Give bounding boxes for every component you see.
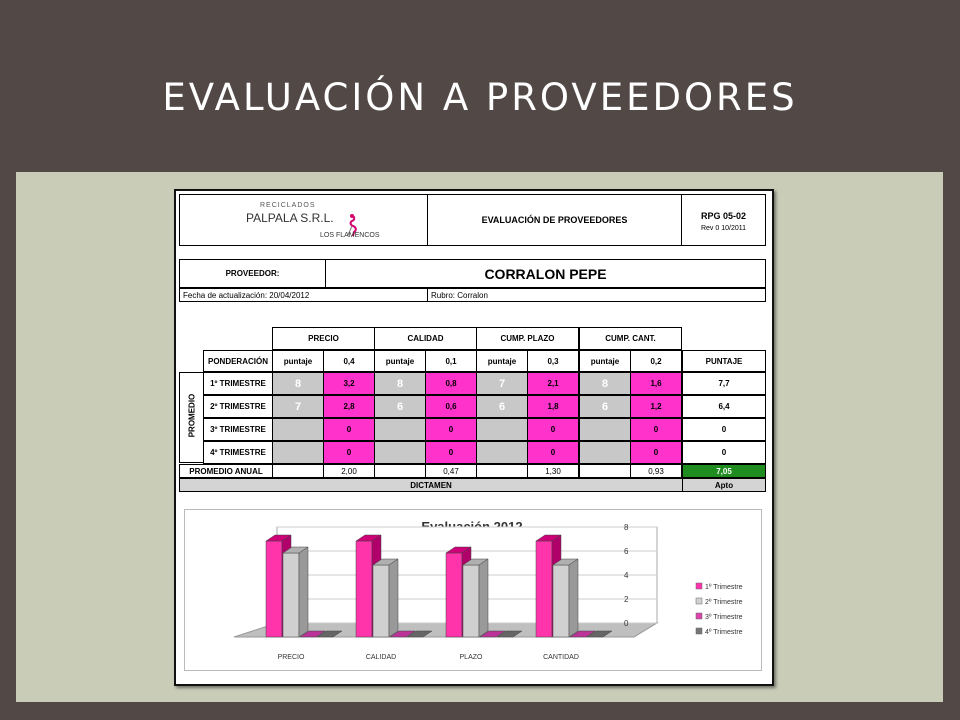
bar-front xyxy=(356,541,372,637)
bar-front xyxy=(536,541,552,637)
row-total: 6,4 xyxy=(682,395,766,418)
trimester-label: 3º TRIMESTRE xyxy=(203,418,273,441)
company-top-label: RECICLADOS xyxy=(260,202,316,209)
legend-label: 3º Trimestre xyxy=(705,614,743,621)
score-cell: 6 xyxy=(476,395,528,418)
bar-front xyxy=(283,553,299,637)
score-cell xyxy=(272,418,324,441)
annual-empty xyxy=(374,464,426,478)
ponderacion-label: PONDERACIÓN xyxy=(203,350,273,372)
weighted-cell: 0 xyxy=(323,441,375,464)
company-sub: LOS FLAMENCOS xyxy=(320,232,380,239)
weighted-cell: 0,8 xyxy=(425,372,477,395)
weighted-cell: 0 xyxy=(425,441,477,464)
weighted-cell: 2,8 xyxy=(323,395,375,418)
weighted-cell: 1,6 xyxy=(630,372,682,395)
bar-front xyxy=(266,541,282,637)
score-cell xyxy=(476,418,528,441)
weighted-cell: 0,6 xyxy=(425,395,477,418)
score-cell xyxy=(374,441,426,464)
chart-category-label: PLAZO xyxy=(459,654,483,661)
score-cell xyxy=(272,441,324,464)
weighted-cell: 0 xyxy=(630,418,682,441)
group-header: PRECIO xyxy=(272,327,375,350)
weighted-cell: 0 xyxy=(630,441,682,464)
weighted-cell: 1,8 xyxy=(527,395,579,418)
legend-label: 2º Trimestre xyxy=(705,599,743,606)
legend-label: 1º Trimestre xyxy=(705,584,743,591)
group-header: CUMP. CANT. xyxy=(579,327,682,350)
score-cell xyxy=(579,418,631,441)
dictamen-label: DICTAMEN xyxy=(179,478,683,492)
dictamen-value: Apto xyxy=(682,478,766,492)
evaluation-chart xyxy=(184,509,762,671)
chart-ytick-label: 2 xyxy=(624,595,629,604)
annual-value: 2,00 xyxy=(323,464,375,478)
legend-swatch xyxy=(696,583,702,589)
doc-code-cell xyxy=(681,194,766,246)
legend-swatch xyxy=(696,598,702,604)
slide-title: EVALUACIÓN A PROVEEDORES xyxy=(162,76,798,119)
row-total: 0 xyxy=(682,441,766,464)
update-date: Fecha de actualización: 20/04/2012 xyxy=(179,288,428,302)
weighted-cell: 0 xyxy=(527,418,579,441)
chart-category-label: CANTIDAD xyxy=(543,654,579,661)
chart-ytick-label: 6 xyxy=(624,547,629,556)
score-cell: 8 xyxy=(374,372,426,395)
supplier-label: PROVEEDOR: xyxy=(179,259,326,288)
logo-cell xyxy=(179,194,428,246)
weight-value: 0,3 xyxy=(527,350,579,372)
weighted-cell: 1,2 xyxy=(630,395,682,418)
chart-ytick-label: 0 xyxy=(624,619,629,628)
annual-value: 0,93 xyxy=(630,464,682,478)
score-cell: 6 xyxy=(579,395,631,418)
score-cell xyxy=(476,441,528,464)
puntaje-header: puntaje xyxy=(374,350,426,372)
annual-label: PROMEDIO ANUAL xyxy=(179,464,273,478)
score-cell: 8 xyxy=(579,372,631,395)
score-cell: 6 xyxy=(374,395,426,418)
annual-value: 0,47 xyxy=(425,464,477,478)
bar-side xyxy=(389,559,398,637)
score-cell xyxy=(579,441,631,464)
legend-label: 4º Trimestre xyxy=(705,629,743,636)
trimester-label: 2º TRIMESTRE xyxy=(203,395,273,418)
bar-side xyxy=(479,559,488,637)
doc-code: RPG 05-02 xyxy=(700,211,747,221)
bar-front xyxy=(446,553,462,637)
bar-front xyxy=(463,565,479,637)
score-cell xyxy=(374,418,426,441)
doc-title: EVALUACIÓN DE PROVEEDORES xyxy=(427,194,682,246)
trimester-label: 4º TRIMESTRE xyxy=(203,441,273,464)
group-header: CUMP. PLAZO xyxy=(476,327,579,350)
doc-revision: Rev 0 10/2011 xyxy=(700,225,746,232)
promedio-side-text: PROMEDIO xyxy=(187,393,197,438)
annual-empty xyxy=(579,464,631,478)
puntaje-total-header: PUNTAJE xyxy=(682,350,766,372)
weight-value: 0,4 xyxy=(323,350,375,372)
legend-swatch xyxy=(696,628,702,634)
weighted-cell: 0 xyxy=(527,441,579,464)
promedio-side-label xyxy=(179,372,204,463)
annual-empty xyxy=(476,464,528,478)
bar-side xyxy=(299,547,308,637)
supplier-name: CORRALON PEPE xyxy=(325,259,766,288)
chart-ytick-label: 4 xyxy=(624,571,629,580)
puntaje-header: puntaje xyxy=(476,350,528,372)
puntaje-header: puntaje xyxy=(579,350,631,372)
weighted-cell: 2,1 xyxy=(527,372,579,395)
score-cell: 7 xyxy=(476,372,528,395)
annual-total: 7,05 xyxy=(682,464,766,478)
weighted-cell: 0 xyxy=(425,418,477,441)
annual-empty xyxy=(272,464,324,478)
trimester-label: 1º TRIMESTRE xyxy=(203,372,273,395)
score-cell: 8 xyxy=(272,372,324,395)
chart-category-label: PRECIO xyxy=(277,654,305,661)
row-total: 0 xyxy=(682,418,766,441)
legend-swatch xyxy=(696,613,702,619)
weighted-cell: 3,2 xyxy=(323,372,375,395)
weight-value: 0,1 xyxy=(425,350,477,372)
puntaje-header: puntaje xyxy=(272,350,324,372)
bar-front xyxy=(373,565,389,637)
chart-ytick-label: 8 xyxy=(624,523,629,532)
evaluation-sheet xyxy=(174,189,774,686)
annual-value: 1,30 xyxy=(527,464,579,478)
row-total: 7,7 xyxy=(682,372,766,395)
weight-value: 0,2 xyxy=(630,350,682,372)
bar-side xyxy=(569,559,578,637)
company-name: PALPALA S.R.L. xyxy=(246,211,334,225)
bar-front xyxy=(553,565,569,637)
supplier-category: Rubro: Corralon xyxy=(427,288,766,302)
score-cell: 7 xyxy=(272,395,324,418)
group-header: CALIDAD xyxy=(374,327,477,350)
chart-category-label: CALIDAD xyxy=(365,654,397,661)
weighted-cell: 0 xyxy=(323,418,375,441)
